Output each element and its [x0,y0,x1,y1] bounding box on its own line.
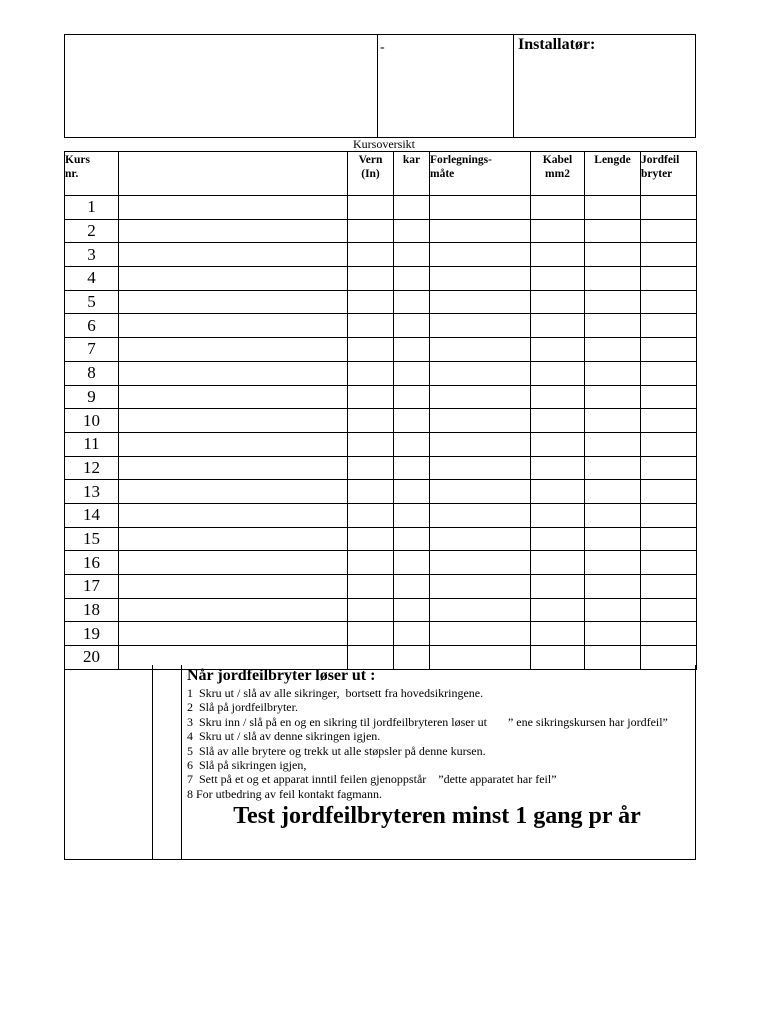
empty-cell [394,290,430,314]
course-number-cell: 16 [65,551,119,575]
course-number-cell: 9 [65,385,119,409]
course-number-cell: 11 [65,432,119,456]
empty-cell [641,338,697,362]
empty-cell [430,551,531,575]
empty-cell [394,622,430,646]
empty-cell [430,314,531,338]
course-number-cell: 14 [65,503,119,527]
empty-cell [585,598,641,622]
empty-cell [585,432,641,456]
empty-cell [641,290,697,314]
empty-cell [119,432,348,456]
instruction-line: 7 Sett på et og et apparat inntil feilen gjenoppstår ”dette apparatet har feil” [187,772,557,787]
course-number-cell: 18 [65,598,119,622]
empty-cell [119,575,348,599]
empty-cell [394,480,430,504]
empty-cell [641,196,697,220]
empty-cell [348,551,394,575]
empty-cell [119,598,348,622]
empty-cell [394,598,430,622]
empty-cell [119,267,348,291]
empty-cell [348,314,394,338]
empty-cell [641,456,697,480]
table-row [65,243,697,267]
course-number-cell: 8 [65,361,119,385]
course-number-cell: 10 [65,409,119,433]
empty-cell [348,409,394,433]
instruction-line: 1 Skru ut / slå av alle sikringer, bortsett fra hovedsikringene. [187,686,484,700]
course-number-cell: 17 [65,575,119,599]
empty-cell [585,551,641,575]
course-number-cell: 5 [65,290,119,314]
empty-cell [585,361,641,385]
empty-cell [585,385,641,409]
empty-cell [394,219,430,243]
empty-cell [348,338,394,362]
empty-cell [430,267,531,291]
empty-cell [348,527,394,551]
empty-cell [348,575,394,599]
empty-cell [119,314,348,338]
empty-cell [348,503,394,527]
empty-cell [585,219,641,243]
empty-cell [531,480,585,504]
column-header-description [119,152,348,196]
course-number-cell: 2 [65,219,119,243]
empty-cell [641,575,697,599]
empty-cell [641,385,697,409]
empty-cell [641,314,697,338]
empty-cell [348,243,394,267]
column-header-vern: Vern (In) [348,152,394,196]
empty-cell [348,598,394,622]
empty-cell [531,267,585,291]
empty-cell [641,622,697,646]
empty-cell [531,503,585,527]
course-table [64,151,697,670]
empty-cell [348,432,394,456]
empty-cell [394,361,430,385]
table-row [65,503,697,527]
test-reminder: Test jordfeilbryteren minst 1 gang pr år [233,803,641,830]
empty-cell [119,243,348,267]
empty-cell [394,456,430,480]
empty-cell [119,551,348,575]
empty-cell [641,551,697,575]
instructions-content [187,665,687,831]
empty-cell [430,338,531,362]
empty-cell [531,598,585,622]
empty-cell [394,409,430,433]
empty-cell [641,267,697,291]
empty-cell [641,361,697,385]
column-header-kabel: Kabel mm2 [531,152,585,196]
empty-cell [348,196,394,220]
empty-cell [585,196,641,220]
empty-cell [585,575,641,599]
empty-cell [585,622,641,646]
installer-label: Installatør: [518,36,596,53]
empty-cell [394,503,430,527]
table-row [65,527,697,551]
empty-cell [348,361,394,385]
empty-cell [394,267,430,291]
empty-cell [430,385,531,409]
table-row [65,338,697,362]
empty-cell [430,480,531,504]
empty-cell [430,527,531,551]
instructions-divider [152,665,153,859]
empty-cell [531,551,585,575]
header-divider [513,35,514,137]
instructions-divider [181,665,182,859]
empty-cell [531,432,585,456]
empty-cell [430,622,531,646]
empty-cell [430,456,531,480]
empty-cell [119,219,348,243]
table-row [65,551,697,575]
instruction-line: 6 Slå på sikringen igjen, [187,758,307,773]
empty-cell [585,409,641,433]
empty-cell [531,196,585,220]
empty-cell [394,575,430,599]
empty-cell [430,575,531,599]
header-divider [377,35,378,137]
empty-cell [531,243,585,267]
empty-cell [348,456,394,480]
empty-cell [394,196,430,220]
table-row [65,409,697,433]
empty-cell [430,290,531,314]
table-header-row [65,152,697,196]
empty-cell [394,314,430,338]
empty-cell [531,338,585,362]
course-number-cell: 19 [65,622,119,646]
instruction-line: 4 Skru ut / slå av denne sikringen igjen. [187,729,381,744]
empty-cell [119,480,348,504]
course-number-cell: 7 [65,338,119,362]
empty-cell [641,219,697,243]
table-row [65,432,697,456]
empty-cell [394,527,430,551]
course-number-cell: 4 [65,267,119,291]
empty-cell [394,243,430,267]
empty-cell [119,196,348,220]
table-row [65,267,697,291]
empty-cell [641,503,697,527]
course-number-cell: 3 [65,243,119,267]
empty-cell [430,503,531,527]
column-header-forlegning: Forlegnings- måte [430,152,531,196]
empty-cell [430,219,531,243]
empty-cell [641,409,697,433]
course-number-cell: 13 [65,480,119,504]
instruction-line: 8 For utbedring av feil kontakt fagmann. [187,786,382,801]
empty-cell [641,527,697,551]
empty-cell [585,338,641,362]
empty-cell [641,432,697,456]
instructions-list [187,686,687,801]
table-row [65,575,697,599]
empty-cell [430,598,531,622]
empty-cell [531,456,585,480]
empty-cell [585,290,641,314]
empty-cell [641,243,697,267]
empty-cell [394,551,430,575]
table-row [65,196,697,220]
table-row [65,385,697,409]
table-row [65,219,697,243]
empty-cell [585,480,641,504]
empty-cell [531,575,585,599]
empty-cell [119,503,348,527]
empty-cell [531,622,585,646]
empty-cell [348,385,394,409]
table-row [65,598,697,622]
table-row [65,480,697,504]
course-number-cell: 12 [65,456,119,480]
table-row [65,622,697,646]
empty-cell [430,409,531,433]
empty-cell [531,361,585,385]
empty-cell [531,527,585,551]
empty-cell [585,456,641,480]
empty-cell [531,409,585,433]
empty-cell [119,361,348,385]
empty-cell [119,622,348,646]
column-header-lengde: Lengde [585,152,641,196]
empty-cell [119,456,348,480]
empty-cell [531,219,585,243]
empty-cell [394,385,430,409]
table-caption: Kursoversikt [353,137,415,151]
instruction-line: 2 Slå på jordfeilbryter. [187,700,298,715]
empty-cell [585,314,641,338]
empty-cell [430,432,531,456]
header-dash: - [380,40,385,55]
empty-cell [119,409,348,433]
course-number-cell: 20 [65,646,119,670]
instruction-line: 3 Skru inn / slå på en og en sikring til jordfeilbryteren løser ut ” ene sikringskursen har jordfeil” [187,714,668,729]
empty-cell [641,480,697,504]
empty-cell [394,432,430,456]
empty-cell [119,527,348,551]
column-header-jordfeil: Jordfeil bryter [641,152,697,196]
instructions-title: Når jordfeilbryter løser ut : [187,667,376,684]
course-number-cell: 6 [65,314,119,338]
empty-cell [348,622,394,646]
empty-cell [119,338,348,362]
empty-cell [585,243,641,267]
empty-cell [585,503,641,527]
course-number-cell: 1 [65,196,119,220]
table-row [65,290,697,314]
empty-cell [348,480,394,504]
empty-cell [119,385,348,409]
empty-cell [430,361,531,385]
empty-cell [348,267,394,291]
empty-cell [430,243,531,267]
instruction-line: 5 Slå av alle brytere og trekk ut alle støpsler på denne kursen. [187,743,486,758]
column-header-kurs: Kurs nr. [65,152,119,196]
empty-cell [348,219,394,243]
instructions-box [64,665,696,860]
empty-cell [641,598,697,622]
empty-cell [394,338,430,362]
empty-cell [348,290,394,314]
empty-cell [531,314,585,338]
empty-cell [585,267,641,291]
empty-cell [585,527,641,551]
table-row [65,314,697,338]
table-row [65,361,697,385]
empty-cell [119,290,348,314]
empty-cell [531,290,585,314]
course-number-cell: 15 [65,527,119,551]
column-header-kar: kar [394,152,430,196]
empty-cell [531,385,585,409]
table-row [65,456,697,480]
empty-cell [430,196,531,220]
